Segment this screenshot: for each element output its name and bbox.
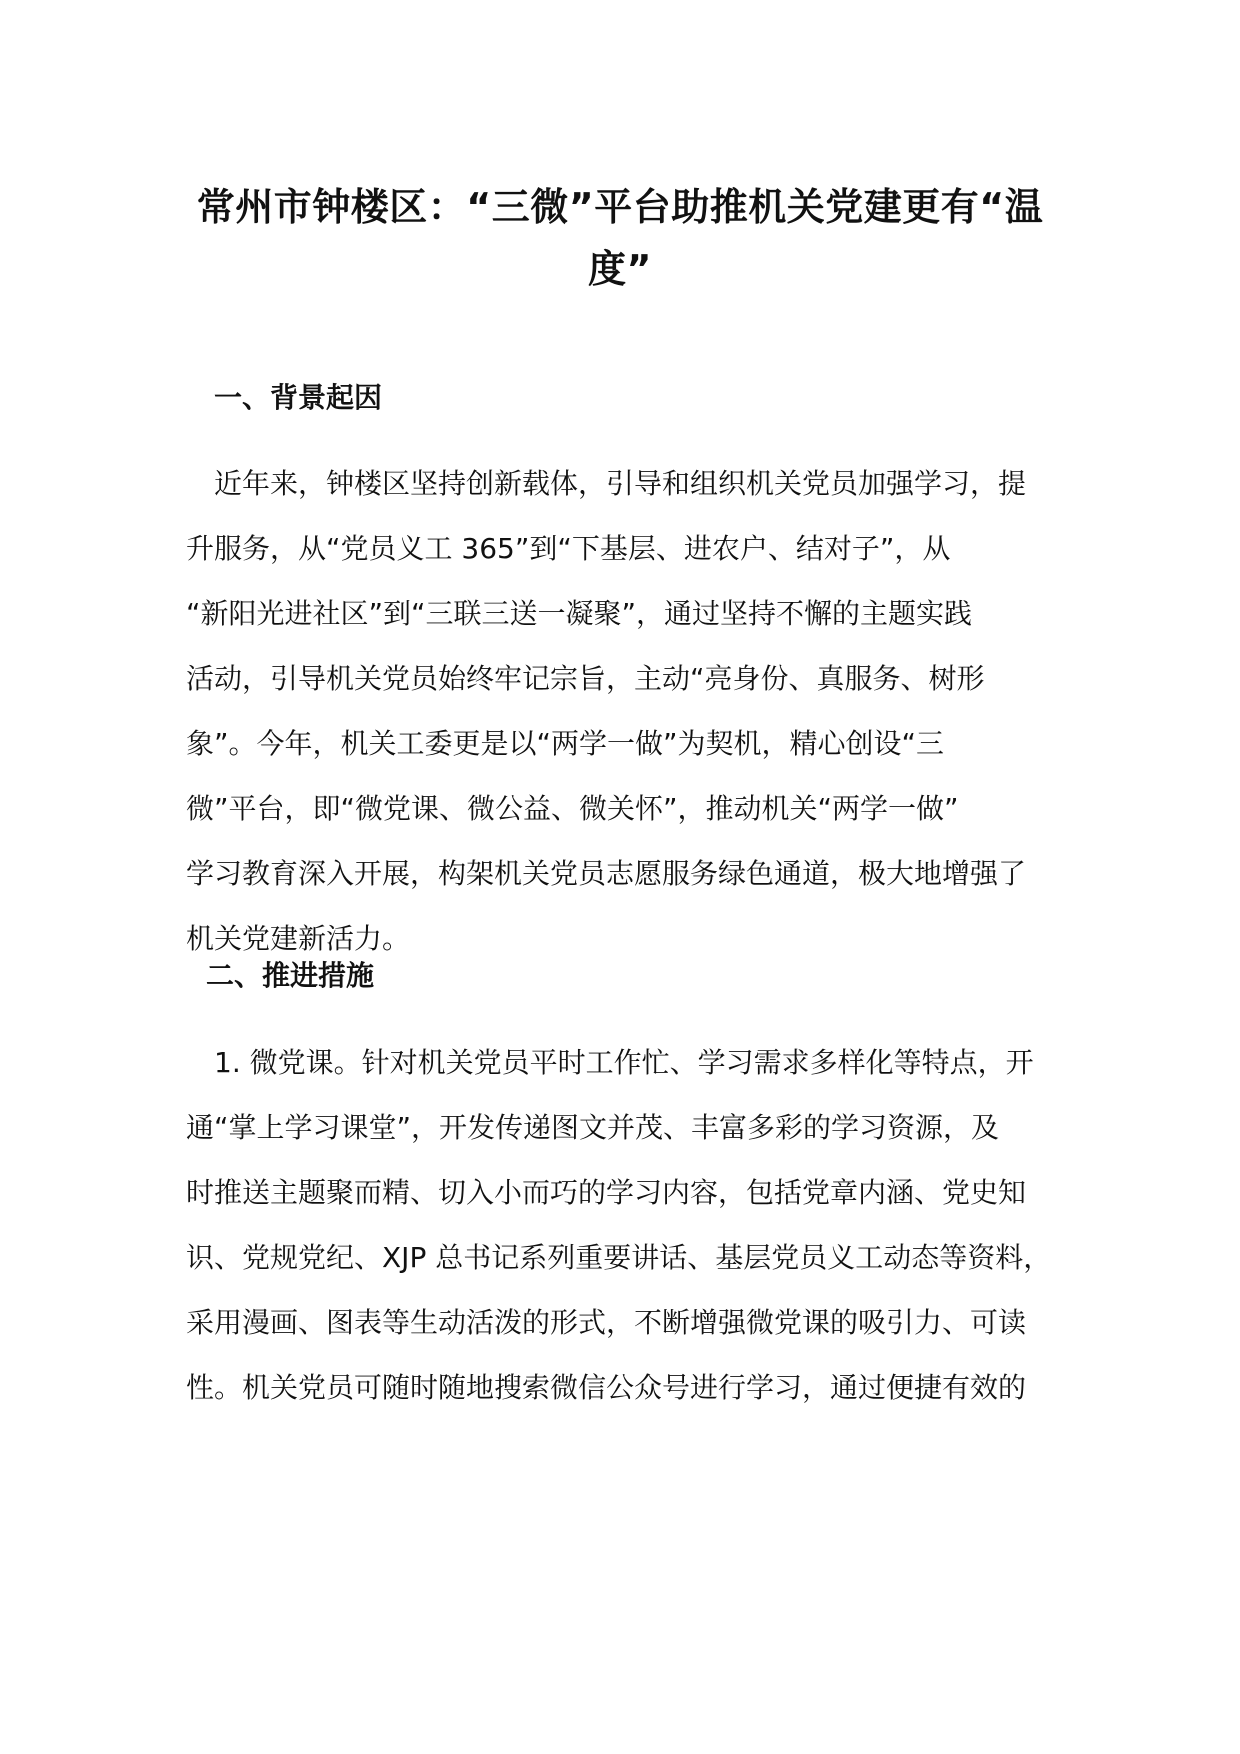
paragraph-line: 近年来，钟楼区坚持创新载体，引导和组织机关党员加强学习，提 (186, 467, 1027, 500)
paragraph-line: 1. 微党课。针对机关党员平时工作忙、学习需求多样化等特点，开 (186, 1046, 1034, 1079)
paragraph-line: 采用漫画、图表等生动活泼的形式，不断增强微党课的吸引力、可读 (186, 1306, 1027, 1339)
paragraph-line: 时推送主题聚而精、切入小而巧的学习内容，包括党章内涵、党史知 (186, 1176, 1027, 1209)
section-heading-measures: 二、推进措施 (206, 959, 375, 992)
document-title (186, 176, 1054, 300)
paragraph-line: “新阳光进社区”到“三联三送一凝聚”，通过坚持不懈的主题实践 (186, 597, 973, 630)
paragraph-measures (186, 1030, 1066, 1420)
paragraph-line: 活动，引导机关党员始终牢记宗旨，主动“亮身份、真服务、树形 (186, 662, 985, 695)
paragraph-line: 性。机关党员可随时随地搜索微信公众号进行学习，通过便捷有效的 (186, 1371, 1027, 1404)
paragraph-background (186, 451, 1066, 971)
paragraph-line: 学习教育深入开展，构架机关党员志愿服务绿色通道，极大地增强了 (186, 857, 1027, 890)
title-line-2: 度” (588, 247, 652, 291)
paragraph-line: 识、党规党纪、XJP 总书记系列重要讲话、基层党员义工动态等资料， (186, 1241, 1052, 1274)
paragraph-line: 通“掌上学习课堂”，开发传递图文并茂、丰富多彩的学习资源，及 (186, 1111, 1000, 1144)
section-heading-background: 一、背景起因 (214, 381, 383, 414)
paragraph-line: 微”平台，即“微党课、微公益、微关怀”，推动机关“两学一做” (186, 792, 959, 825)
paragraph-line: 象”。今年，机关工委更是以“两学一做”为契机，精心创设“三 (186, 727, 945, 760)
paragraph-line: 机关党建新活力。 (186, 922, 411, 955)
title-line-1: 常州市钟楼区：“三微”平台助推机关党建更有“温 (196, 185, 1044, 229)
paragraph-line: 升服务，从“党员义工 365”到“下基层、进农户、结对子”，从 (186, 532, 951, 565)
